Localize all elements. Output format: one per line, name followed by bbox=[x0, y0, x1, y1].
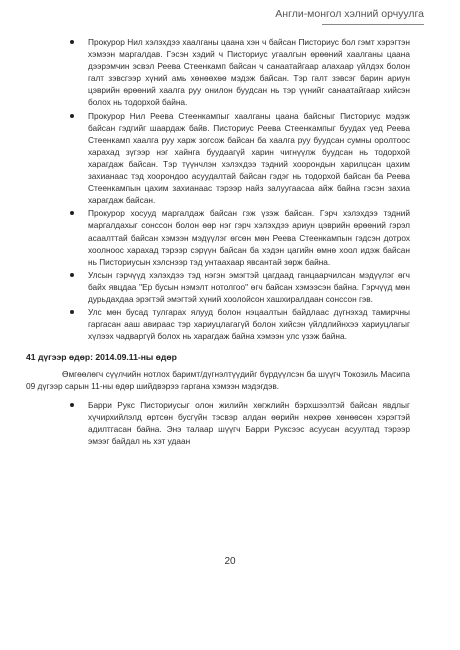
list-item bbox=[62, 306, 410, 342]
bullet-icon bbox=[70, 403, 74, 407]
section-title: 41 дүгээр өдөр: 2014.09.11-ны өдөр bbox=[26, 352, 177, 363]
bullet-text: Барри Рукс Писториусыг олон жилийн хөгжлийн бэрхшээлтэй байсан явдлыг хүчирхийлэлд өртсөн бусгүйн тэсвэр алдан өөрийн нөхрөө хөнөөсөн хэрэгтэй адилтгасан байна. Энэ талаар шүүгч Барри Руксээс асуусан асуултад тэрээр эмээг байдал нь хэт удаан bbox=[88, 399, 410, 446]
bullet-icon bbox=[70, 114, 74, 118]
list-item bbox=[62, 269, 410, 305]
bullet-list-2 bbox=[62, 399, 410, 447]
page-header: Англи-монгол хэлний орчуулга bbox=[275, 8, 424, 20]
list-item bbox=[62, 110, 410, 207]
bullet-icon bbox=[70, 310, 74, 314]
bullet-text: Прокурор Нил хэлэхдээ хаалганы цаана хэн ч байсан Писториус бол гэмт хэрэгтэн хэмээн маргалдав. Гэсэн хэдий ч Писториус угаалгын өрөөний хаалганы цаана дээрэмчин эсвэл Реева Стеенкамп байсан ч санаатайгаар алахаар үйлдэх болон галт зэвсгээр хүний амь хөнөөхөө мэдэж байсан. Тэр галт зэвсэг барин ариун цэврийн өрөөний хаалга руу онилон буудсан нь тэр үүнийг санаатайгаар хийсэн болох нь тодорхой байна. bbox=[88, 37, 410, 108]
bullet-icon bbox=[70, 211, 74, 215]
list-item bbox=[62, 36, 410, 109]
bullet-icon bbox=[70, 40, 74, 44]
header-rule bbox=[322, 24, 424, 25]
document-body bbox=[26, 36, 410, 448]
bullet-text: Прокурор Нил Реева Стеенкампыг хаалганы цаана байсныг Писториус мэдэж байсан гэдгийг шаардаж байв. Писториус Реева Стеенкампыг буудах үед Реева Стеенкамп хаалга руу харж зогсож байсан ба хаалга руу буудсан сумны оролтоос харахад зүгээр нэг хайнга буудаагүй харин чигнүүлж буудсан нь тодорхой харагдаж байсан. Тэр түүнчлэн хэлэхдээ тэдний хоорондын харилцсан цахим захианаас тэд хоорондоо асуудалтай байсан гэдэг нь тодорхой байсан ба Реева Стеенкампын цахим захианаас тэрээр найз залуугаасаа айж байна гэсэн захиа харагдаж байсан. bbox=[88, 110, 410, 206]
bullet-text: Улсын гэрчүүд хэлэхдээ тэд нэгэн эмэгтэй цагдаад ганцаарчилсан мэдүүлэг өгч байх явцдаа "Ер бусын нэмэлт нотолгоо" өгч байсан хэмээсэн байна. Гэрчүүд мөн дурьдахдаа эрэгтэй эмэгтэй хүний хоолойсон хашхиралдаан сонссон гэв. bbox=[88, 269, 410, 304]
bullet-text: Прокурор хосууд маргалдаж байсан гэж үзэж байсан. Гэрч хэлэхдээ тэдний маргалдахыг сонссон болон өөр нэг гэрч хэлэхдээ ариун цэврийн өрөөний гэрэл асаалттай байсан хэмээн мэдүүлэг өгсөн мөн Реева Стеенкампын гэдсэн дотрох хоолноос харахад тэрээр сэрүүн байсан ба хэдэн цагийн өмнө хоол идэж байсан нь Писториусын хэлснээр тэд унтаахаар явсантай зөрж байна. bbox=[88, 208, 410, 267]
bullet-icon bbox=[70, 273, 74, 277]
bullet-text: Улс мөн бусад тулгарах ялууд болон нэцаалтын байдлаас дүгнэхэд тамирчны гаргасан ааш авираас тэр хариуцлагагүй болон хийсэн үйлдлийнхээ хариуцлагыг хүлээх чадваргүй болох нь харагдаж байна хэмээн улс үзэж байна. bbox=[88, 307, 410, 342]
section-intro: Өмгөөлөгч сүүлчийн нотлох баримт/дүгнэлтүүдийг бүрдүүлсэн ба шүүгч Токозиль Масипа 09 дүгээр сарын 11-ны өдөр шийдвэрээ гаргана хэмээн мэдэгдэв. bbox=[26, 369, 410, 392]
list-item bbox=[62, 207, 410, 267]
bullet-list bbox=[62, 36, 410, 342]
page-number: 20 bbox=[224, 556, 236, 567]
list-item bbox=[62, 399, 410, 447]
